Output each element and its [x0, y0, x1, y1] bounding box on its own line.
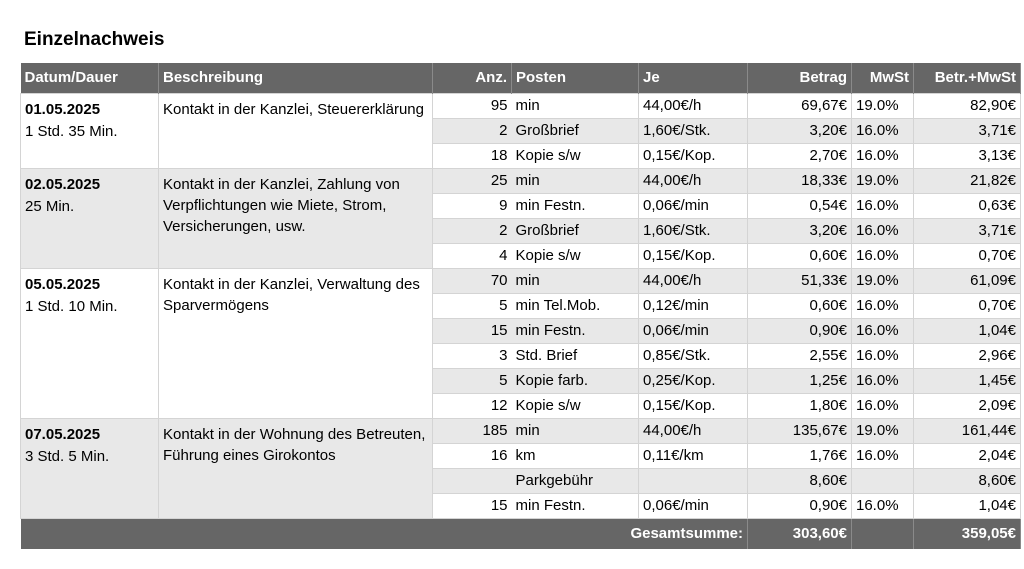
cell-anz: 15: [433, 318, 512, 343]
entry-description: Kontakt in der Kanzlei, Steuererklärung: [159, 93, 433, 168]
cell-je: 44,00€/h: [639, 268, 748, 293]
cell-mwst: 16.0%: [852, 118, 914, 143]
table-row: [21, 418, 1021, 443]
cell-posten: Kopie s/w: [512, 393, 639, 418]
cell-brutto: 1,04€: [914, 318, 1021, 343]
cell-posten: min: [512, 268, 639, 293]
cell-mwst: 16.0%: [852, 318, 914, 343]
entry-duration: 1 Std. 35 Min.: [25, 122, 118, 140]
cell-betrag: 51,33€: [748, 268, 852, 293]
cell-mwst: 16.0%: [852, 368, 914, 393]
total-betrag: 303,60€: [748, 518, 852, 549]
cell-je: 0,25€/Kop.: [639, 368, 748, 393]
entry-description: Kontakt in der Kanzlei, Zahlung von Verpflichtungen wie Miete, Strom, Versicherungen, usw.: [159, 168, 433, 268]
cell-je: [639, 468, 748, 493]
cell-posten: min: [512, 168, 639, 193]
cell-brutto: 61,09€: [914, 268, 1021, 293]
cell-mwst: 16.0%: [852, 343, 914, 368]
cell-je: 1,60€/Stk.: [639, 118, 748, 143]
cell-posten: Kopie s/w: [512, 143, 639, 168]
cell-anz: 18: [433, 143, 512, 168]
entry-description: Kontakt in der Kanzlei, Verwaltung des Sparvermögens: [159, 268, 433, 418]
cell-je: 0,06€/min: [639, 193, 748, 218]
cell-anz: 15: [433, 493, 512, 518]
cell-mwst: 16.0%: [852, 218, 914, 243]
cell-je: 0,15€/Kop.: [639, 243, 748, 268]
cell-brutto: 2,96€: [914, 343, 1021, 368]
cell-je: 0,15€/Kop.: [639, 393, 748, 418]
cell-betrag: 69,67€: [748, 93, 852, 118]
cell-mwst: 16.0%: [852, 293, 914, 318]
cell-anz: 5: [433, 368, 512, 393]
cell-posten: Großbrief: [512, 118, 639, 143]
cell-je: 44,00€/h: [639, 168, 748, 193]
cell-anz: 70: [433, 268, 512, 293]
entry-duration: 1 Std. 10 Min.: [25, 297, 118, 315]
cell-betrag: 3,20€: [748, 118, 852, 143]
cell-brutto: 3,13€: [914, 143, 1021, 168]
cell-betrag: 1,76€: [748, 443, 852, 468]
cell-betrag: 0,90€: [748, 318, 852, 343]
date-cell: [21, 93, 159, 168]
table-header-row: [21, 63, 1021, 93]
cell-betrag: 1,80€: [748, 393, 852, 418]
cell-anz: 185: [433, 418, 512, 443]
cell-posten: Kopie farb.: [512, 368, 639, 393]
cell-mwst: 19.0%: [852, 418, 914, 443]
entry-duration: 25 Min.: [25, 197, 75, 215]
cell-mwst: 16.0%: [852, 443, 914, 468]
header-datum: Datum/Dauer: [21, 63, 159, 93]
cell-posten: km: [512, 443, 639, 468]
cell-brutto: 0,70€: [914, 243, 1021, 268]
cell-anz: 4: [433, 243, 512, 268]
cell-anz: [433, 468, 512, 493]
cell-betrag: 2,70€: [748, 143, 852, 168]
cell-je: 0,12€/min: [639, 293, 748, 318]
cell-je: 0,06€/min: [639, 318, 748, 343]
page-title: Einzelnachweis: [24, 29, 165, 50]
cell-brutto: 0,63€: [914, 193, 1021, 218]
table-row: [21, 93, 1021, 118]
cell-mwst: 19.0%: [852, 268, 914, 293]
cell-brutto: 3,71€: [914, 118, 1021, 143]
cell-je: 0,15€/Kop.: [639, 143, 748, 168]
header-brutto: Betr.+MwSt: [914, 63, 1021, 93]
cell-mwst: 16.0%: [852, 243, 914, 268]
date-cell: [21, 418, 159, 518]
total-row: [21, 518, 1021, 549]
cell-posten: min Festn.: [512, 318, 639, 343]
cell-posten: min Festn.: [512, 193, 639, 218]
header-anz: Anz.: [433, 63, 512, 93]
cell-betrag: 1,25€: [748, 368, 852, 393]
cell-anz: 12: [433, 393, 512, 418]
header-posten: Posten: [512, 63, 639, 93]
cell-je: 44,00€/h: [639, 418, 748, 443]
date-cell: [21, 268, 159, 418]
cell-posten: min: [512, 418, 639, 443]
entry-duration: 3 Std. 5 Min.: [25, 447, 110, 465]
cell-mwst: 16.0%: [852, 393, 914, 418]
cell-brutto: 0,70€: [914, 293, 1021, 318]
cell-anz: 16: [433, 443, 512, 468]
header-mwst: MwSt: [852, 63, 914, 93]
cell-betrag: 0,60€: [748, 243, 852, 268]
cell-anz: 95: [433, 93, 512, 118]
cell-mwst: 16.0%: [852, 493, 914, 518]
cell-je: 44,00€/h: [639, 93, 748, 118]
cell-brutto: 1,04€: [914, 493, 1021, 518]
cell-posten: Großbrief: [512, 218, 639, 243]
cell-anz: 3: [433, 343, 512, 368]
cell-brutto: 82,90€: [914, 93, 1021, 118]
cell-mwst: 19.0%: [852, 168, 914, 193]
total-spacer: [852, 518, 914, 549]
cell-anz: 9: [433, 193, 512, 218]
cell-mwst: 16.0%: [852, 193, 914, 218]
cell-mwst: 16.0%: [852, 143, 914, 168]
cell-betrag: 0,90€: [748, 493, 852, 518]
table-body: [21, 93, 1021, 518]
cell-brutto: 161,44€: [914, 418, 1021, 443]
cell-betrag: 0,60€: [748, 293, 852, 318]
cell-betrag: 18,33€: [748, 168, 852, 193]
cell-betrag: 2,55€: [748, 343, 852, 368]
total-brutto: 359,05€: [914, 518, 1021, 549]
cell-betrag: 135,67€: [748, 418, 852, 443]
cell-brutto: 2,04€: [914, 443, 1021, 468]
cell-betrag: 8,60€: [748, 468, 852, 493]
cell-brutto: 2,09€: [914, 393, 1021, 418]
cell-brutto: 8,60€: [914, 468, 1021, 493]
billing-table: [20, 63, 1021, 549]
cell-anz: 2: [433, 218, 512, 243]
cell-posten: min Tel.Mob.: [512, 293, 639, 318]
cell-posten: min Festn.: [512, 493, 639, 518]
cell-je: 1,60€/Stk.: [639, 218, 748, 243]
entry-date: 07.05.2025: [25, 425, 101, 443]
cell-brutto: 1,45€: [914, 368, 1021, 393]
header-je: Je: [639, 63, 748, 93]
cell-anz: 25: [433, 168, 512, 193]
cell-anz: 2: [433, 118, 512, 143]
entry-date: 02.05.2025: [25, 175, 101, 193]
header-beschreibung: Beschreibung: [159, 63, 433, 93]
cell-posten: Kopie s/w: [512, 243, 639, 268]
date-cell: [21, 168, 159, 268]
cell-posten: min: [512, 93, 639, 118]
cell-posten: Std. Brief: [512, 343, 639, 368]
cell-mwst: 19.0%: [852, 93, 914, 118]
cell-mwst: [852, 468, 914, 493]
entry-date: 05.05.2025: [25, 275, 101, 293]
entry-date: 01.05.2025: [25, 100, 101, 118]
cell-brutto: 3,71€: [914, 218, 1021, 243]
cell-betrag: 0,54€: [748, 193, 852, 218]
cell-brutto: 21,82€: [914, 168, 1021, 193]
cell-je: 0,11€/km: [639, 443, 748, 468]
cell-anz: 5: [433, 293, 512, 318]
table-row: [21, 268, 1021, 293]
cell-je: 0,85€/Stk.: [639, 343, 748, 368]
cell-je: 0,06€/min: [639, 493, 748, 518]
table-row: [21, 168, 1021, 193]
header-betrag: Betrag: [748, 63, 852, 93]
cell-betrag: 3,20€: [748, 218, 852, 243]
total-label: Gesamtsumme:: [21, 518, 748, 549]
cell-posten: Parkgebühr: [512, 468, 639, 493]
entry-description: Kontakt in der Wohnung des Betreuten, Führung eines Girokontos: [159, 418, 433, 518]
